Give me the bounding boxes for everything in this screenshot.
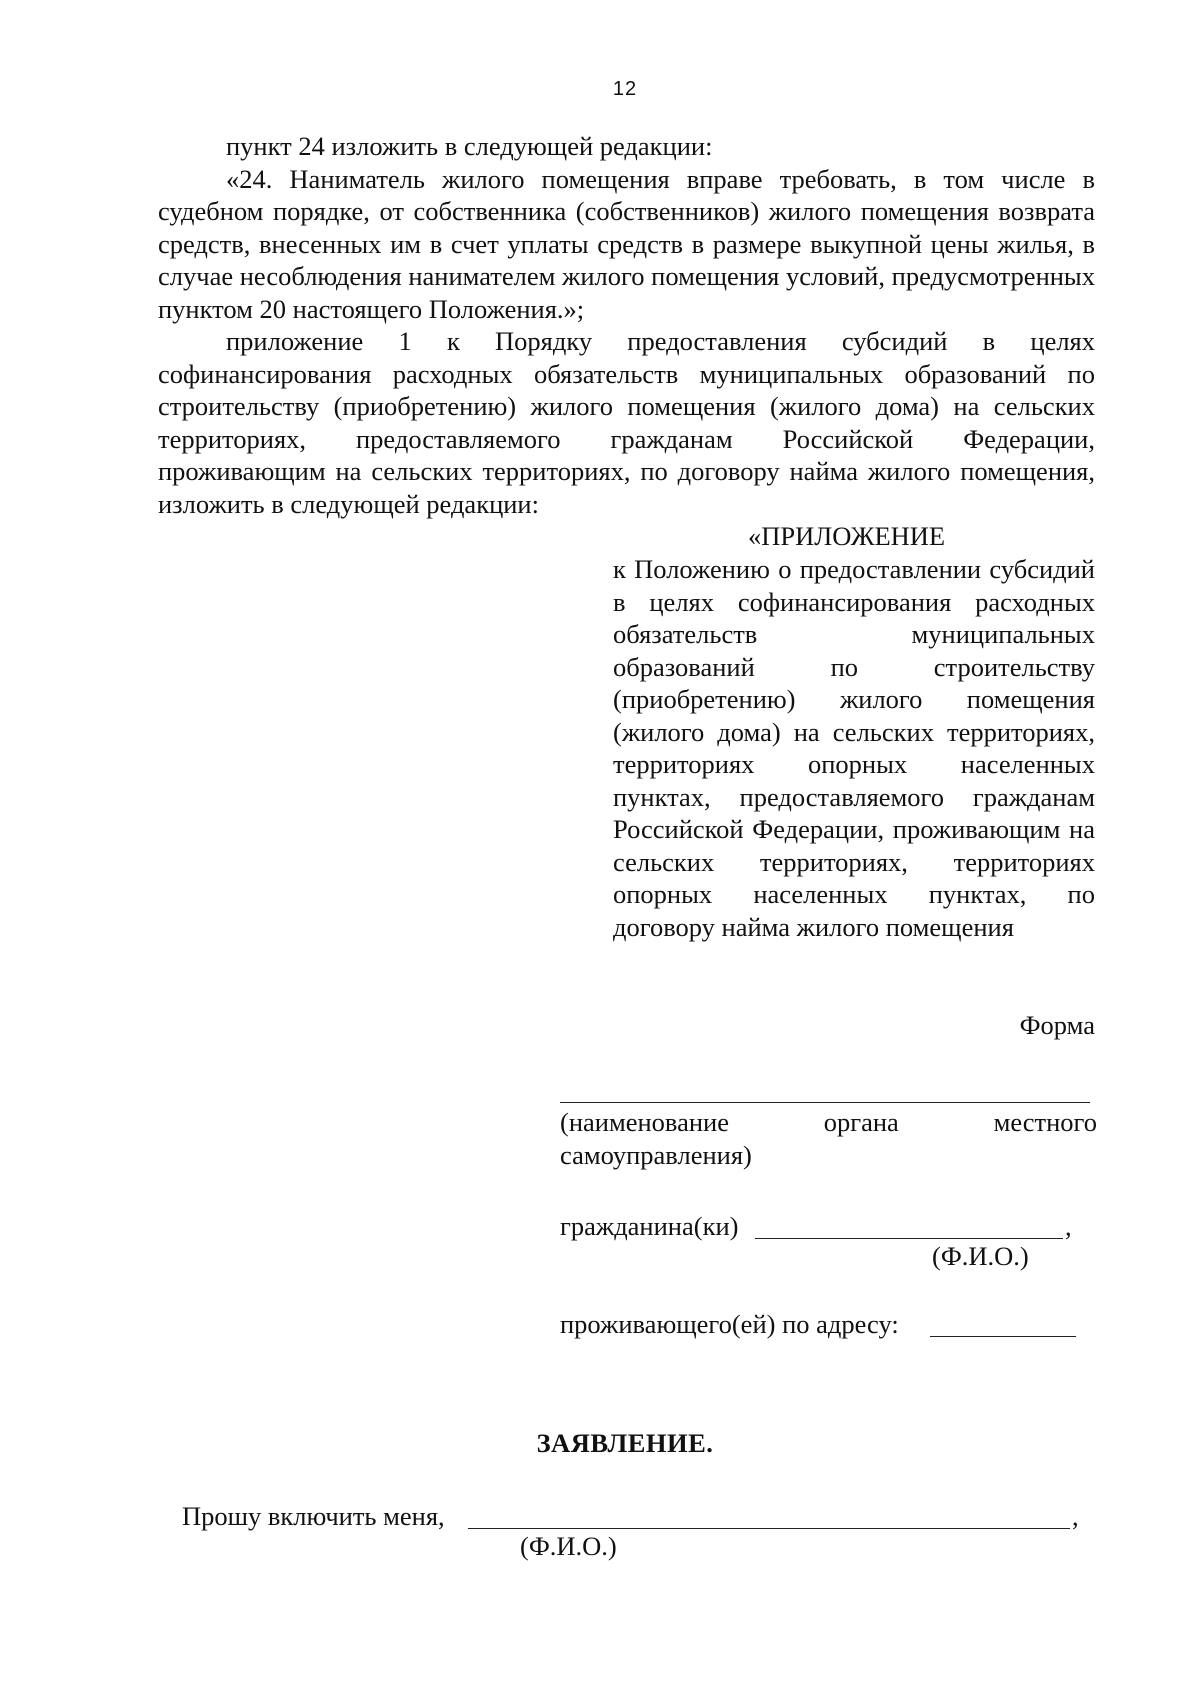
paragraph-appendix-intro: приложение 1 к Порядку предоставления субсидий в целях софинансирования расходных обязательств муниципальных образований по строительству (приобретению) жилого помещения (жилого дома) на сельских территориях, предоставляемого гражданам Российской Федерации, проживающим на сельских территориях, по договору найма жилого помещения, изложить в следующей редакции: <box>158 326 1095 519</box>
appendix-title: «ПРИЛОЖЕНИЕ <box>748 521 946 551</box>
citizen-blank-line <box>755 1238 1063 1239</box>
request-caption: (Ф.И.О.) <box>520 1531 617 1561</box>
body-text <box>158 130 1095 520</box>
address-label: проживающего(ей) по адресу: <box>560 1309 899 1339</box>
recipient-caption: (наименование органа местного самоуправления) <box>560 1107 1097 1170</box>
recipient-blank-line <box>560 1102 1090 1103</box>
appendix-reference: к Положению о предоставлении субсидий в целях софинансирования расходных обязательств муниципальных образований по строительству (приобретению) жилого помещения (жилого дома) на сельских территориях, территориях опорных населенных пунктах, предоставляемого гражданам Российской Федерации, проживающим на сельских территориях, территориях опорных населенных пунктах, по договору найма жилого помещения <box>613 554 1095 942</box>
paragraph-intro: пункт 24 изложить в следующей редакции: <box>226 131 713 161</box>
request-comma: , <box>1072 1501 1079 1531</box>
citizen-comma: , <box>1065 1211 1072 1241</box>
page-number: 12 <box>612 78 638 100</box>
statement-heading: ЗАЯВЛЕНИЕ. <box>536 1428 714 1458</box>
address-blank-line <box>930 1336 1076 1337</box>
request-blank-line <box>468 1528 1070 1529</box>
paragraph-clause-24: «24. Наниматель жилого помещения вправе требовать, в том числе в судебном порядке, от собственника (собственников) жилого помещения возврата средств, внесенных им в счет уплаты средств в размере выкупной цены жилья, в случае несоблюдения нанимателем жилого помещения условий, предусмотренных пунктом 20 настоящего Положения.»; <box>158 163 1095 324</box>
request-label: Прошу включить меня, <box>182 1501 445 1531</box>
form-label: Форма <box>1019 1010 1095 1040</box>
citizen-label: гражданина(ки) <box>560 1211 739 1241</box>
citizen-caption: (Ф.И.О.) <box>932 1241 1029 1271</box>
